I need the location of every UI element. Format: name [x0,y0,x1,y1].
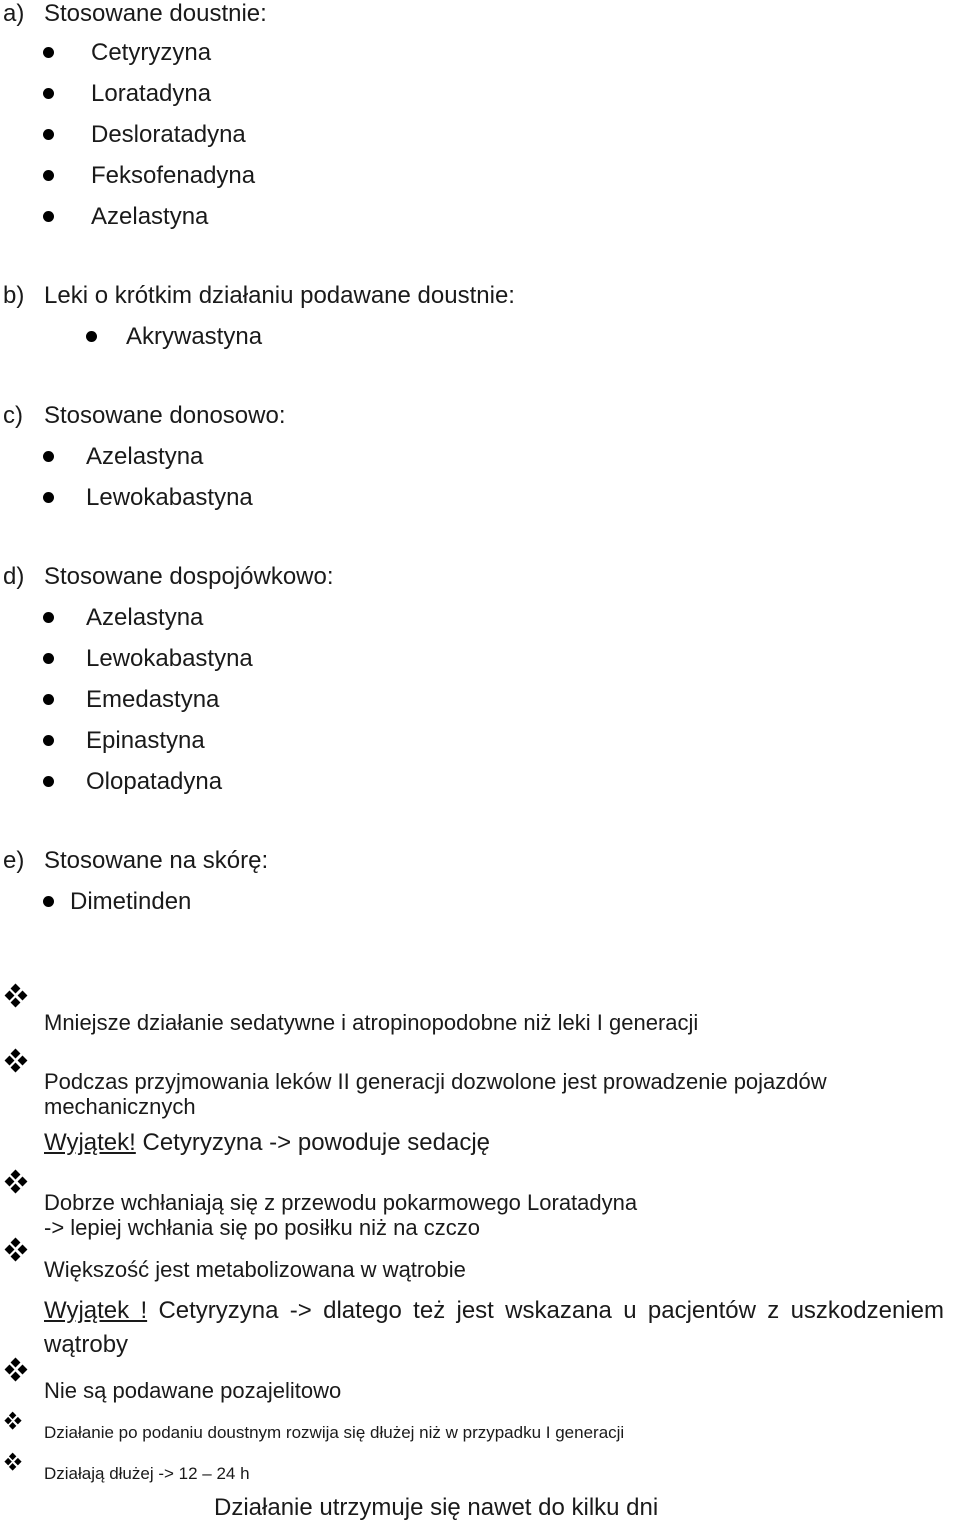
bullet-icon [43,653,54,664]
section-a-label: a) [3,0,25,27]
section-b-title: Leki o krótkim działaniu podawane doustnie: [44,282,515,309]
exception-label: Wyjątek ! [44,1297,148,1324]
section-a-title: Stosowane doustnie: [44,0,267,27]
section-c-title: Stosowane donosowo: [44,402,286,429]
note-onset: Działanie po podaniu doustnym rozwija się dłużej niż w przypadku I generacji [44,1423,625,1442]
note-sedation: Mniejsze działanie sedatywne i atropinopodobne niż leki I generacji [44,1010,699,1035]
list-item: Lewokabastyna [86,645,253,672]
bullet-icon [43,47,54,58]
bullet-icon [43,896,54,907]
note-driving-line2: mechanicznych [44,1094,196,1119]
four-diamond-icon [4,1170,28,1194]
section-d-label: d) [3,563,25,590]
four-diamond-icon [4,1358,28,1382]
list-item: Cetyryzyna [91,39,212,66]
exception-label: Wyjątek! [44,1129,136,1156]
bullet-icon [43,735,54,746]
note-metabolism-exception [44,1294,944,1362]
list-item: Azelastyna [91,203,209,230]
bullet-icon [43,694,54,705]
note-absorption-line2: -> lepiej wchłania się po posiłku niż na czczo [44,1215,480,1240]
list-item: Loratadyna [91,80,212,107]
list-item: Azelastyna [86,604,204,631]
list-item: Feksofenadyna [91,162,256,189]
four-diamond-icon [4,984,28,1008]
bullet-icon [43,492,54,503]
bullet-icon [43,88,54,99]
list-item: Emedastyna [86,686,220,713]
four-diamond-icon [4,1238,28,1262]
bullet-icon [43,170,54,181]
bullet-icon [86,331,97,342]
note-duration: Działają dłużej -> 12 – 24 h [44,1464,250,1483]
four-diamond-icon [4,1049,28,1073]
bullet-icon [43,129,54,140]
list-item: Olopatadyna [86,768,223,795]
section-d-title: Stosowane dospojówkowo: [44,563,334,590]
exception-text: Cetyryzyna -> dlatego też jest wskazana u pacjentów z uszkodzeniem wątroby [44,1297,944,1358]
note-parenteral: Nie są podawane pozajelitowo [44,1378,342,1403]
bullet-icon [43,776,54,787]
bullet-icon [43,451,54,462]
note-driving-exception [44,1129,490,1157]
list-item: Dimetinden [70,888,192,915]
note-duration-sub: Działanie utrzymuje się nawet do kilku dni [214,1494,659,1521]
section-c-label: c) [3,402,23,429]
section-b-label: b) [3,282,25,309]
list-item: Desloratadyna [91,121,246,148]
bullet-icon [43,211,54,222]
four-diamond-icon [4,1412,22,1430]
note-absorption-line1: Dobrze wchłaniają się z przewodu pokarmowego Loratadyna [44,1190,638,1215]
bullet-icon [43,612,54,623]
list-item: Epinastyna [86,727,205,754]
note-metabolism: Większość jest metabolizowana w wątrobie [44,1257,466,1282]
exception-text: Cetyryzyna -> powoduje sedację [135,1129,490,1156]
note-driving-line1: Podczas przyjmowania leków II generacji dozwolone jest prowadzenie pojazdów [44,1069,827,1094]
section-e-label: e) [3,847,25,874]
list-item: Akrywastyna [126,323,263,350]
list-item: Lewokabastyna [86,484,253,511]
four-diamond-icon [4,1453,22,1471]
list-item: Azelastyna [86,443,204,470]
section-e-title: Stosowane na skórę: [44,847,269,874]
